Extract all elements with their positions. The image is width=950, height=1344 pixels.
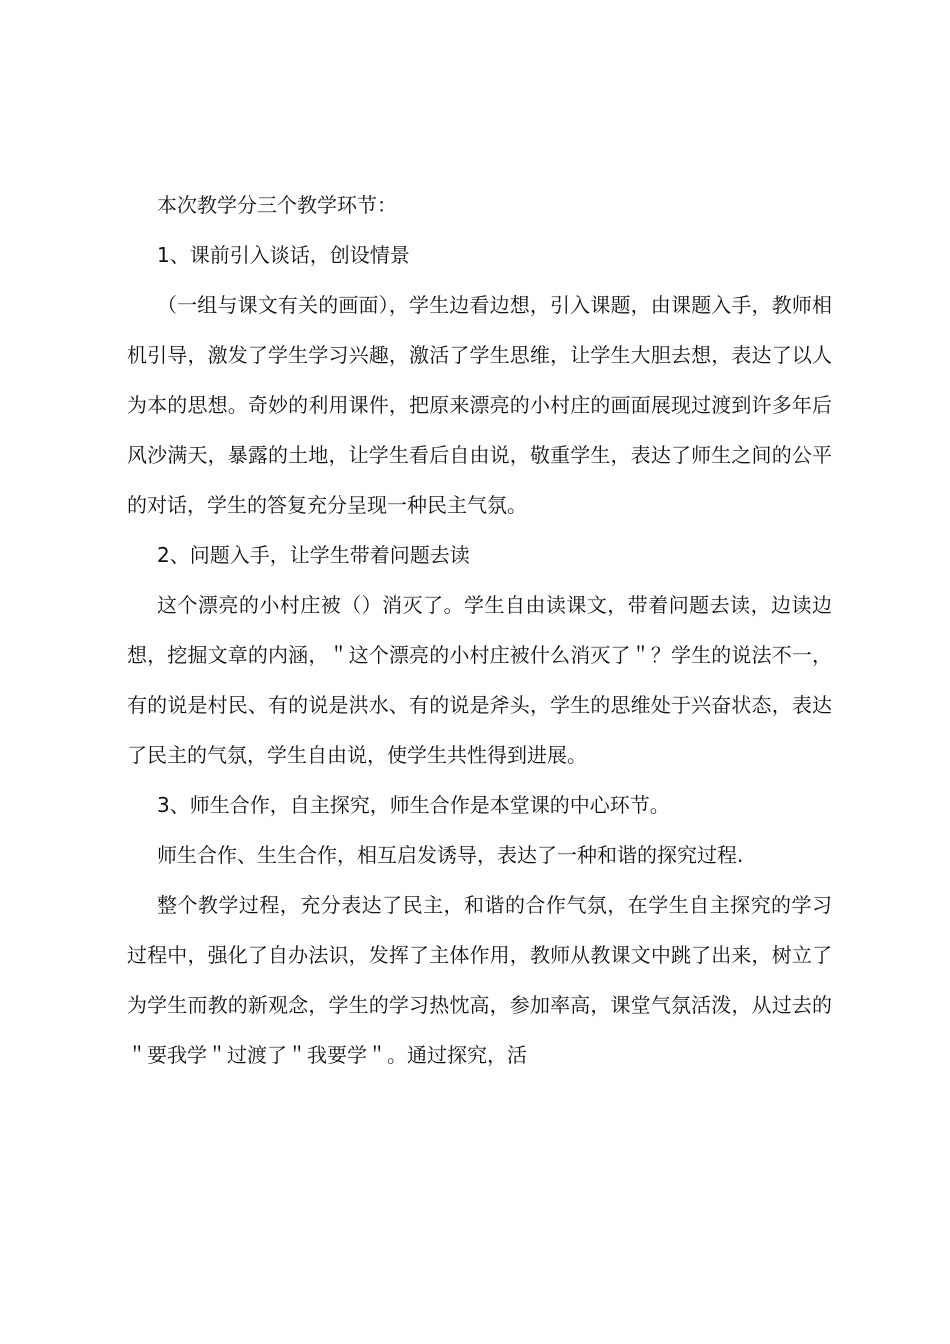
section-heading-1: 1、课前引入谈话，创设情景 xyxy=(157,243,410,267)
paragraph-section-3: 师生合作、生生合作，相互启发诱导，表达了一种和谐的探究过程. xyxy=(157,843,744,867)
paragraph-intro: 本次教学分三个教学环节： xyxy=(157,193,397,217)
section-heading-3: 3、师生合作，自主探究，师生合作是本堂课的中心环节。 xyxy=(157,793,670,817)
paragraph-section-2: 这个漂亮的小村庄被（）消灭了。学生自由读课文，带着问题去读，边读边想，挖掘文章的内涵，＂这个漂亮的小村庄被什么消灭了＂？学生的说法不一，有的说是村民、有的说是洪水、有的说是斧头，学生的思维处于兴奋状态，表达了民主的气氛，学生自由说，使学生共性得到进展。 xyxy=(127,593,832,767)
paragraph-section-1: （一组与课文有关的画面），学生边看边想，引入课题，由课题入手，教师相机引导，激发了学生学习兴趣，激活了学生思维，让学生大胆去想，表达了以人为本的思想。奇妙的利用课件，把原来漂亮的小村庄的画面展现过渡到许多年后风沙满天，暴露的土地，让学生看后自由说，敬重学生，表达了师生之间的公平的对话，学生的答复充分呈现一种民主气氛。 xyxy=(127,293,832,517)
section-heading-2: 2、问题入手，让学生带着问题去读 xyxy=(157,543,470,567)
document-body xyxy=(127,180,832,1080)
paragraph-summary: 整个教学过程，充分表达了民主，和谐的合作气氛，在学生自主探究的学习过程中，强化了自办法识，发挥了主体作用，教师从教课文中跳了出来，树立了为学生而教的新观念，学生的学习热忱高，参加率高，课堂气氛活泼，从过去的＂要我学＂过渡了＂我要学＂。通过探究，活 xyxy=(127,893,832,1067)
